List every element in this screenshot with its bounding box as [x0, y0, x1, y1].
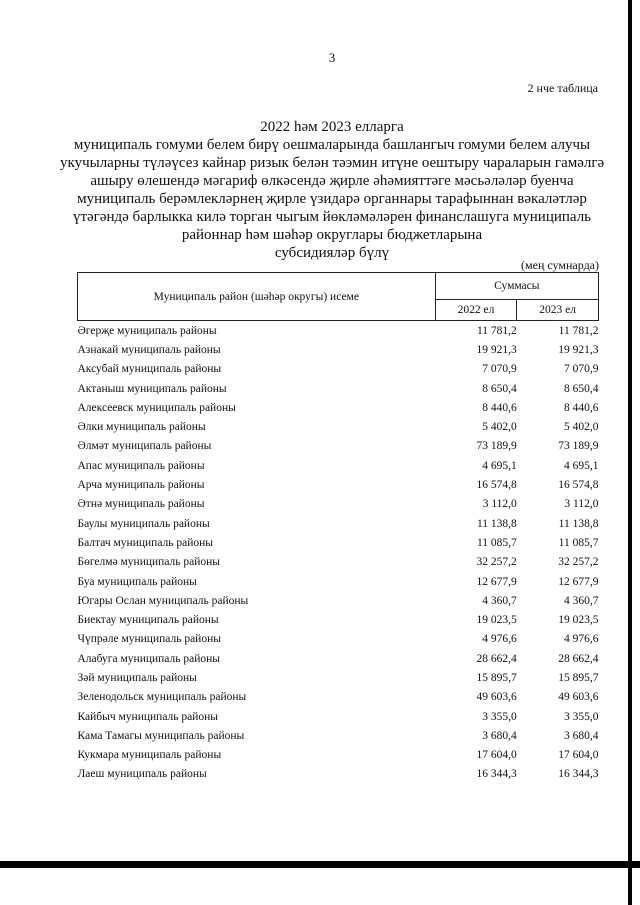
table-row	[78, 417, 599, 436]
value-2022-cell: 3 112,0	[482, 498, 517, 511]
municipality-name-cell: Апас муниципаль районы	[77, 459, 205, 472]
value-2022-cell: 8 650,4	[482, 382, 517, 395]
table-row	[78, 360, 599, 379]
table-row	[78, 533, 599, 552]
municipality-name-cell: Бөгелмә муниципаль районы	[77, 556, 221, 569]
table-row	[78, 765, 599, 784]
value-2023-cell: 11 085,7	[558, 536, 599, 549]
header-year-2023: 2023 ел	[517, 299, 599, 320]
value-2022-cell: 11 138,8	[476, 517, 517, 530]
municipality-name-cell: Кукмара муниципаль районы	[77, 749, 222, 762]
table-row	[78, 514, 599, 533]
title-line: 2022 һәм 2023 елларга	[260, 119, 404, 135]
table-row	[78, 688, 599, 707]
table-row	[78, 610, 599, 629]
header-year-2022: 2022 ел	[435, 299, 517, 320]
table-row	[78, 649, 599, 668]
value-2022-cell: 16 344,3	[476, 768, 517, 781]
title-line: муниципаль гомуми белем бирү оешмаларында башлангыч гомуми белем алучы	[73, 137, 591, 153]
page-number: 3	[328, 50, 336, 65]
table-row	[78, 379, 599, 398]
value-2022-cell: 11 781,2	[476, 324, 517, 337]
municipality-name-cell: Азнакай муниципаль районы	[77, 343, 221, 356]
scan-right-border	[628, 0, 632, 905]
table-row	[78, 437, 599, 456]
title-line: үтәгәндә барлыкка килә торган чыгым йөкләмәләрен финанслашуга муниципаль	[72, 209, 592, 225]
value-2023-cell: 32 257,2	[558, 556, 599, 569]
title-line: районнар һәм шәһәр округлары бюджетларына	[181, 227, 483, 243]
municipality-name-cell: Баулы муниципаль районы	[77, 517, 210, 530]
value-2023-cell: 19 023,5	[558, 614, 599, 627]
table-body	[78, 321, 599, 785]
table-row	[78, 726, 599, 745]
value-2022-cell: 3 355,0	[482, 710, 517, 723]
value-2022-cell: 17 604,0	[476, 749, 517, 762]
title-line: укучыларны түләүсез кайнар ризык белән тәэмин итүне оештыру чараларын гамәлгә	[60, 155, 605, 171]
value-2023-cell: 5 402,0	[564, 421, 599, 434]
municipality-name-cell: Кайбыч муниципаль районы	[77, 710, 219, 723]
value-2023-cell: 28 662,4	[558, 652, 599, 665]
municipality-name-cell: Чүпрәле муниципаль районы	[77, 633, 221, 646]
value-2023-cell: 17 604,0	[558, 749, 599, 762]
table-row	[78, 495, 599, 514]
municipality-name-cell: Әтнә муниципаль районы	[77, 498, 205, 511]
table-row	[78, 668, 599, 687]
municipality-name-cell: Әлмәт муниципаль районы	[77, 440, 212, 453]
value-2023-cell: 12 677,9	[558, 575, 599, 588]
table-row	[78, 707, 599, 726]
value-2023-cell: 11 781,2	[558, 324, 599, 337]
table-row	[78, 591, 599, 610]
municipality-name-cell: Лаеш муниципаль районы	[77, 768, 207, 781]
value-2023-cell: 3 680,4	[564, 729, 599, 742]
scan-bottom-border	[0, 861, 640, 868]
value-2023-cell: 4 360,7	[564, 594, 599, 607]
value-2022-cell: 4 695,1	[482, 459, 517, 472]
value-2023-cell: 4 976,6	[564, 633, 599, 646]
title-line: муниципаль берәмлекләрнең җирле үзидарә органнары тарафыннан вәкаләтләр	[77, 191, 587, 207]
value-2023-cell: 49 603,6	[558, 691, 599, 704]
table-row	[78, 456, 599, 475]
municipality-name-cell: Зеленодольск муниципаль районы	[77, 691, 247, 704]
value-2022-cell: 16 574,8	[476, 479, 517, 492]
municipality-name-cell: Арча муниципаль районы	[77, 479, 205, 492]
title-line: субсидияләр бүлү	[274, 245, 390, 261]
units-note: (мең сумнарда)	[521, 258, 599, 272]
value-2022-cell: 3 680,4	[482, 729, 517, 742]
document-title	[60, 118, 604, 262]
municipality-name-cell: Буа муниципаль районы	[77, 575, 197, 588]
table-row	[78, 340, 599, 359]
value-2022-cell: 4 976,6	[482, 633, 517, 646]
value-2023-cell: 16 344,3	[558, 768, 599, 781]
municipality-name-cell: Балтач муниципаль районы	[77, 536, 214, 549]
municipality-name-cell: Зәй муниципаль районы	[77, 671, 197, 684]
municipality-name-cell: Алексеевск муниципаль районы	[77, 401, 236, 414]
value-2022-cell: 19 023,5	[476, 614, 517, 627]
municipality-name-cell: Актаныш муниципаль районы	[77, 382, 227, 395]
municipality-name-cell: Алабуга муниципаль районы	[77, 652, 221, 665]
municipality-name-cell: Аксубай муниципаль районы	[77, 363, 222, 376]
value-2023-cell: 73 189,9	[558, 440, 599, 453]
value-2022-cell: 28 662,4	[476, 652, 517, 665]
value-2022-cell: 73 189,9	[476, 440, 517, 453]
table-row	[78, 572, 599, 591]
table-row	[78, 398, 599, 417]
value-2023-cell: 4 695,1	[564, 459, 599, 472]
title-line: ашыру өлешендә мәгариф өлкәсендә җирле әһәмияттәге мәсьәләләр буенча	[90, 173, 574, 189]
value-2023-cell: 8 650,4	[564, 382, 599, 395]
value-2023-cell: 8 440,6	[564, 401, 599, 414]
value-2023-cell: 19 921,3	[558, 343, 599, 356]
value-2022-cell: 8 440,6	[482, 401, 517, 414]
value-2023-cell: 3 355,0	[564, 710, 599, 723]
table-row	[78, 475, 599, 494]
municipality-name-cell: Әлки муниципаль районы	[77, 421, 206, 434]
value-2023-cell: 3 112,0	[564, 498, 599, 511]
value-2022-cell: 15 895,7	[476, 671, 517, 684]
municipality-name-cell: Кама Тамагы муниципаль районы	[77, 729, 245, 742]
value-2023-cell: 16 574,8	[558, 479, 599, 492]
value-2022-cell: 5 402,0	[482, 421, 517, 434]
subsidy-table	[77, 272, 599, 784]
table-label: 2 нче таблица	[527, 81, 598, 95]
value-2022-cell: 4 360,7	[482, 594, 517, 607]
value-2022-cell: 11 085,7	[476, 536, 517, 549]
table-row	[78, 630, 599, 649]
value-2022-cell: 32 257,2	[476, 556, 517, 569]
header-sum: Суммасы	[435, 273, 598, 300]
value-2022-cell: 7 070,9	[482, 363, 517, 376]
value-2022-cell: 12 677,9	[476, 575, 517, 588]
municipality-name-cell: Югары Ослан муниципаль районы	[77, 594, 249, 607]
value-2023-cell: 11 138,8	[558, 517, 599, 530]
table-row	[78, 553, 599, 572]
table-row	[78, 746, 599, 765]
municipality-name-cell: Әгерҗе муниципаль районы	[77, 324, 217, 337]
value-2023-cell: 7 070,9	[564, 363, 599, 376]
municipality-name-cell: Биектау муниципаль районы	[77, 614, 219, 627]
value-2022-cell: 49 603,6	[476, 691, 517, 704]
header-municipality-name: Муниципаль район (шәһәр округы) исеме	[78, 273, 436, 321]
table-row	[78, 321, 599, 341]
value-2023-cell: 15 895,7	[558, 671, 599, 684]
value-2022-cell: 19 921,3	[476, 343, 517, 356]
